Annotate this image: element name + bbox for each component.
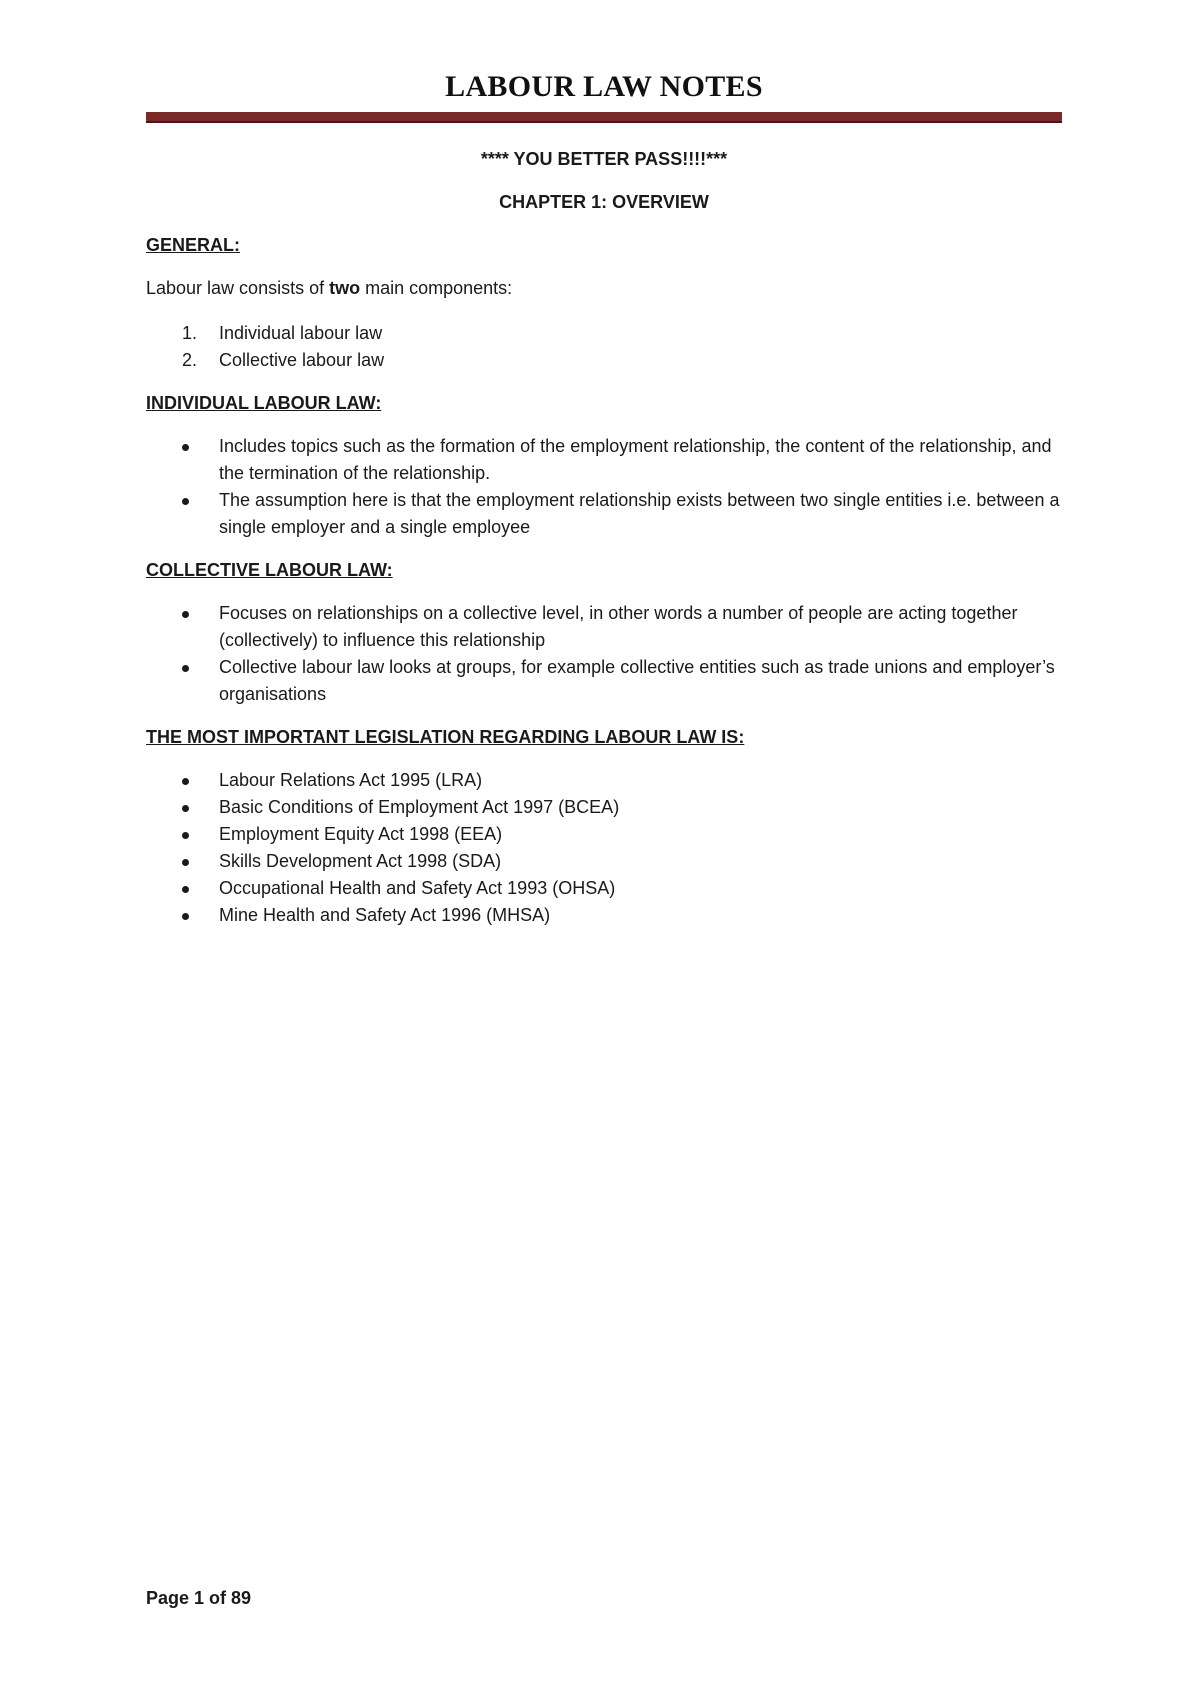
list-item xyxy=(146,794,1062,821)
list-item-text: Labour Relations Act 1995 (LRA) xyxy=(219,770,483,790)
list-item-text: Basic Conditions of Employment Act 1997 (BCEA) xyxy=(219,797,620,817)
collective-heading: COLLECTIVE LABOUR LAW: xyxy=(146,560,393,580)
list-number: 2. xyxy=(182,350,198,370)
list-item-text: Collective labour law xyxy=(219,350,385,370)
general-intro xyxy=(146,275,1062,302)
document-page xyxy=(146,0,1062,1698)
general-intro-before: Labour law consists of xyxy=(146,278,330,298)
bullet-icon xyxy=(182,886,189,893)
collective-bullets xyxy=(146,600,1062,708)
list-item xyxy=(146,902,1062,929)
components-list xyxy=(146,320,1062,374)
list-item-text: Individual labour law xyxy=(219,323,383,343)
bullet-icon xyxy=(182,498,189,505)
list-item xyxy=(146,487,1062,541)
list-item xyxy=(146,600,1062,654)
legislation-heading: THE MOST IMPORTANT LEGISLATION REGARDING LABOUR LAW IS: xyxy=(146,727,745,747)
general-heading: GENERAL: xyxy=(146,235,240,255)
bullet-icon xyxy=(182,859,189,866)
bullet-icon xyxy=(182,611,189,618)
general-intro-after: main components: xyxy=(360,278,513,298)
page-number: Page 1 of 89 xyxy=(146,1588,252,1608)
legislation-list xyxy=(146,767,1062,929)
document-body xyxy=(146,146,1062,929)
list-item xyxy=(146,767,1062,794)
list-item-text: The assumption here is that the employment relationship exists between two single entities i.e. between a single employer and a single employee xyxy=(219,490,1060,537)
list-item xyxy=(146,347,1062,374)
bullet-icon xyxy=(182,444,189,451)
list-item-text: Focuses on relationships on a collective level, in other words a number of people are acting together (collectively) to influence this relationship xyxy=(219,603,1018,650)
list-item xyxy=(146,433,1062,487)
bullet-icon xyxy=(182,913,189,920)
chapter-heading: CHAPTER 1: OVERVIEW xyxy=(499,192,709,212)
bullet-icon xyxy=(182,805,189,812)
list-item-text: Employment Equity Act 1998 (EEA) xyxy=(219,824,503,844)
list-item-text: Includes topics such as the formation of the employment relationship, the content of the relationship, and the termination of the relationship. xyxy=(219,436,1052,483)
list-item xyxy=(146,848,1062,875)
list-number: 1. xyxy=(182,323,198,343)
list-item-text: Mine Health and Safety Act 1996 (MHSA) xyxy=(219,905,551,925)
general-intro-bold: two xyxy=(329,278,361,298)
individual-bullets xyxy=(146,433,1062,541)
document-title: LABOUR LAW NOTES xyxy=(445,70,763,103)
bullet-icon xyxy=(182,832,189,839)
bullet-icon xyxy=(182,665,189,672)
motto-line: **** YOU BETTER PASS!!!!*** xyxy=(480,149,728,169)
bullet-icon xyxy=(182,778,189,785)
individual-heading: INDIVIDUAL LABOUR LAW: xyxy=(146,393,382,413)
list-item xyxy=(146,821,1062,848)
list-item xyxy=(146,654,1062,708)
list-item xyxy=(146,320,1062,347)
list-item-text: Occupational Health and Safety Act 1993 (OHSA) xyxy=(219,878,616,898)
list-item-text: Collective labour law looks at groups, for example collective entities such as trade unions and employer’s organisations xyxy=(219,657,1055,704)
list-item-text: Skills Development Act 1998 (SDA) xyxy=(219,851,502,871)
title-rule xyxy=(146,112,1062,123)
list-item xyxy=(146,875,1062,902)
